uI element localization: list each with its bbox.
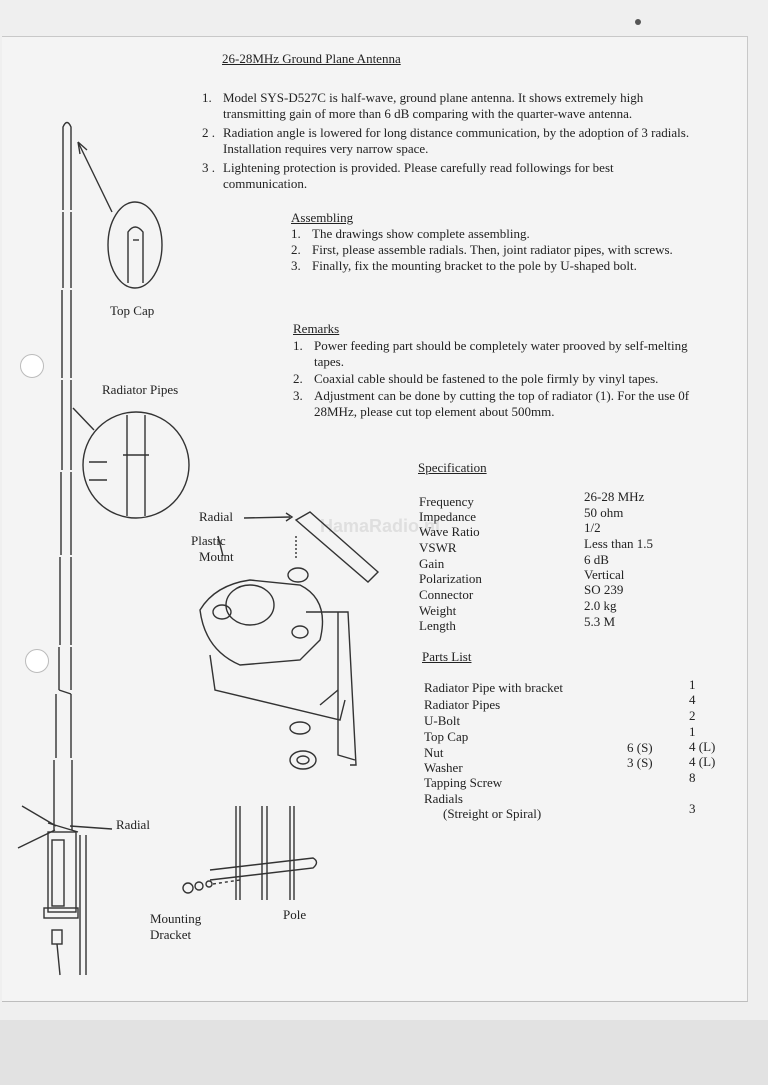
part-label: U-Bolt bbox=[424, 713, 461, 728]
part-qty-small: 6 (S) bbox=[627, 740, 653, 755]
part-qty-large: 4 (L) bbox=[689, 739, 716, 754]
remarks-list bbox=[293, 338, 701, 421]
spec-label: Length bbox=[419, 618, 456, 633]
spec-value: 6 dB bbox=[584, 552, 609, 567]
list-item: 1. The drawings show complete assembling. bbox=[291, 226, 530, 241]
label-radiator-pipes: Radiator Pipes bbox=[102, 382, 179, 397]
spec-label: Impedance bbox=[419, 509, 477, 524]
intro-list bbox=[202, 90, 696, 195]
list-item: 1. Power feeding part should be completely water prooved by self-melting tapes. bbox=[293, 338, 688, 369]
part-qty: 3 bbox=[689, 801, 696, 816]
part-qty: 8 bbox=[689, 770, 696, 785]
spec-label: Gain bbox=[419, 556, 445, 571]
part-qty: 4 bbox=[689, 692, 696, 707]
label-plastic: Plastic bbox=[191, 533, 226, 548]
part-label: Nut bbox=[424, 745, 444, 760]
list-item: 2. First, please assemble radials. Then, joint radiator pipes, with screws. bbox=[291, 242, 673, 257]
part-qty: 1 bbox=[689, 677, 696, 692]
label-radial-upper: Radial bbox=[199, 509, 233, 524]
spec-label: Frequency bbox=[419, 494, 474, 509]
list-item: 3. Finally, fix the mounting bracket to the pole by U-shaped bolt. bbox=[291, 258, 637, 273]
label-radial-lower: Radial bbox=[116, 817, 150, 832]
part-qty-small: 3 (S) bbox=[627, 755, 653, 770]
part-label: Washer bbox=[424, 760, 463, 775]
parts-list-heading: Parts List bbox=[422, 649, 472, 664]
spec-label: Polarization bbox=[419, 571, 482, 586]
list-item: 2 . Radiation angle is lowered for long distance communication, by the adoption of 3 radials. Installation requires very narrow space. bbox=[202, 125, 690, 156]
label-mount: Mount bbox=[199, 549, 234, 564]
spec-label: Wave Ratio bbox=[419, 524, 480, 539]
label-dracket: Dracket bbox=[150, 927, 192, 942]
list-item: 3. Adjustment can be done by cutting the top of radiator (1). For the use 0f 28MHz, please cut top element about 500mm. bbox=[293, 388, 690, 419]
spec-value: Vertical bbox=[584, 567, 625, 582]
part-label: Radiator Pipe with bracket bbox=[424, 680, 563, 695]
assembling-heading: Assembling bbox=[291, 210, 354, 225]
part-label: Radials bbox=[424, 791, 463, 806]
list-item: 2. Coaxial cable should be fastened to the pole firmly by vinyl tapes. bbox=[293, 371, 659, 386]
spec-value: 1/2 bbox=[584, 520, 601, 535]
spec-value: 2.0 kg bbox=[584, 598, 617, 613]
label-pole: Pole bbox=[283, 907, 307, 922]
spec-label: Connector bbox=[419, 587, 474, 602]
specification-heading: Specification bbox=[418, 460, 487, 475]
spec-value: 50 ohm bbox=[584, 505, 624, 520]
remarks-heading: Remarks bbox=[293, 321, 340, 336]
document-title: 26-28MHz Ground Plane Antenna bbox=[222, 51, 401, 66]
watermark: HamaRadio.nl bbox=[320, 516, 441, 536]
list-item: 1. Model SYS-D527C is half-wave, ground plane antenna. It shows extremely high transmitting gain of more than 6 dB comparing with the quarter-wave antenna. bbox=[202, 90, 644, 121]
top-cap-tip bbox=[63, 123, 71, 136]
spec-label: Weight bbox=[419, 603, 457, 618]
spec-value: SO 239 bbox=[584, 582, 624, 597]
spec-value: 5.3 M bbox=[584, 614, 616, 629]
spec-label: VSWR bbox=[419, 540, 457, 555]
part-label: (Streight or Spiral) bbox=[443, 806, 542, 821]
list-item: 3 . Lightening protection is provided. Please carefully read followings for best communication. bbox=[202, 160, 614, 191]
scan-bottom-band bbox=[0, 1020, 768, 1085]
spec-value: Less than 1.5 bbox=[584, 536, 653, 551]
part-qty: 2 bbox=[689, 708, 696, 723]
part-qty-large: 4 (L) bbox=[689, 754, 716, 769]
spec-value: 26-28 MHz bbox=[584, 489, 645, 504]
part-label: Tapping Screw bbox=[424, 775, 503, 790]
part-label: Radiator Pipes bbox=[424, 697, 501, 712]
label-mounting: Mounting bbox=[150, 911, 202, 926]
assembling-list bbox=[291, 226, 699, 274]
part-qty: 1 bbox=[689, 724, 696, 739]
label-top-cap: Top Cap bbox=[110, 303, 155, 318]
part-label: Top Cap bbox=[424, 729, 469, 744]
